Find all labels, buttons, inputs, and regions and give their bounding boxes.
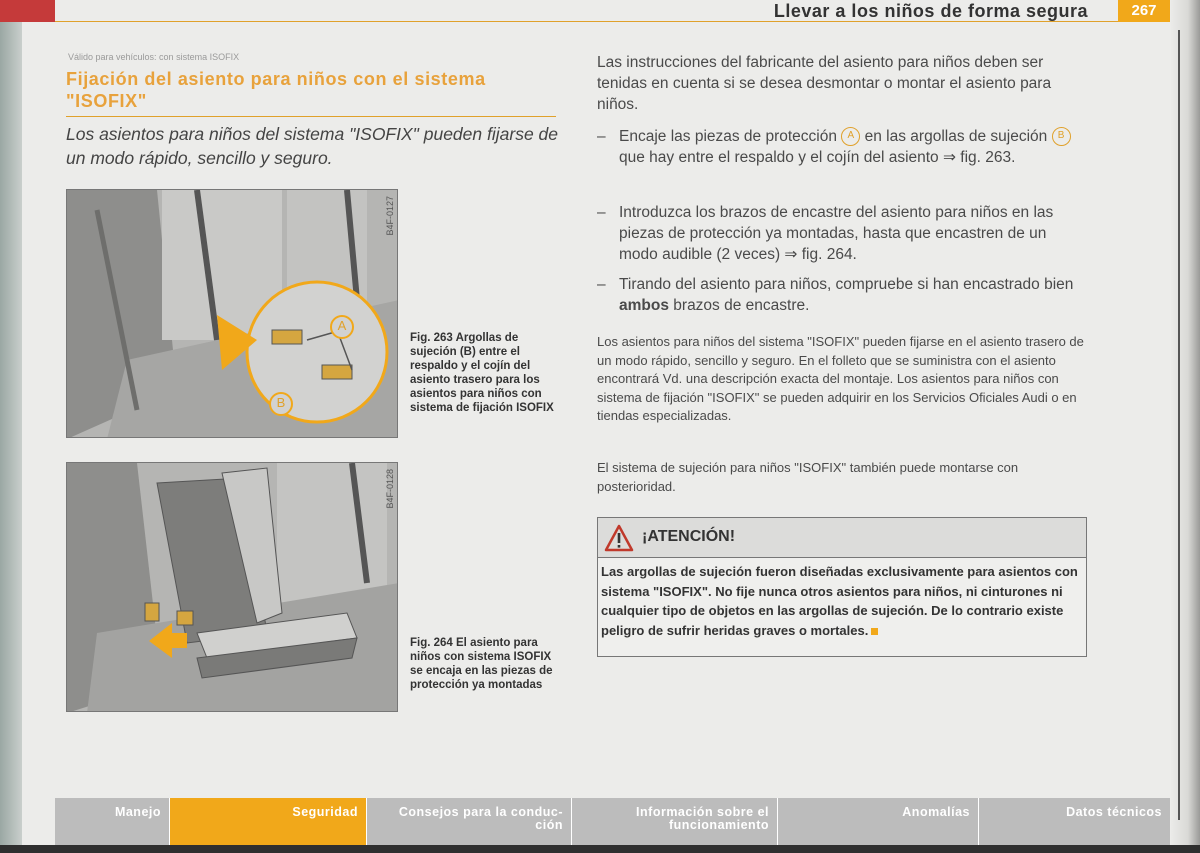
page-edge-marker — [0, 0, 55, 22]
figure-263-illustration — [67, 190, 398, 438]
nav-tab-label: Datos técnicos — [1066, 805, 1162, 819]
step-2-text: Introduzca los brazos de encastre del asiento para niños en las piezas de protección ya montadas, hasta que encastren de un modo audible (2 veces) ⇒ fig. 264. — [619, 204, 1054, 263]
nav-tab-label: Anomalías — [902, 805, 970, 819]
label-b-circle: B — [1052, 127, 1071, 146]
nav-tab-datos-tecnicos[interactable] — [979, 798, 1170, 845]
nav-tab-anomalias[interactable] — [778, 798, 979, 845]
warning-title: ¡ATENCIÓN! — [642, 528, 736, 545]
paragraph-retrofit: El sistema de sujeción para niños "ISOFIX" también puede montarse con posterioridad. — [597, 460, 1019, 494]
nav-tab-manejo[interactable] — [55, 798, 170, 845]
nav-tab-label: Manejo — [114, 805, 161, 819]
label-a-circle: A — [841, 127, 860, 146]
warning-text: Las argollas de sujeción fueron diseñadas exclusivamente para asientos con sistema "ISOFIX". No fije nunca otros asientos para niños, ni cinturones ni cualquier tipo de objetos en las argollas de sujeción. De lo contrario existe peligro de sufrir heridas graves o mortales. — [601, 564, 1078, 638]
figure-264-code: B4F-0128 — [385, 469, 395, 509]
step-1 — [597, 126, 1087, 168]
section-intro: Los asientos para niños del sistema "ISOFIX" pueden fijarse de un modo rápido, sencillo y seguro. — [66, 124, 558, 168]
chapter-nav — [55, 798, 1170, 845]
warning-triangle-icon — [604, 524, 634, 552]
warning-body — [598, 558, 1086, 640]
page-header-title: Llevar a los niños de forma segura — [773, 1, 1088, 21]
validity-note: Válido para vehículos: con sistema ISOFIX — [68, 52, 240, 62]
figure-263-caption: Fig. 263 Argollas de sujeción (B) entre el respaldo y el cojín del asiento trasero para los asientos para niños con sistema de fijación ISOFIX — [410, 332, 554, 414]
figure-263-label-a: A — [337, 318, 347, 333]
paragraph-instructions: Las instrucciones del fabricante del asiento para niños deben ser tenidas en cuenta si se desea desmontar o montar el asiento para niños. — [597, 54, 1052, 113]
step-1-dash: – — [597, 128, 606, 145]
nav-tab-label: Seguridad — [292, 805, 358, 819]
figure-264-illustration — [67, 463, 398, 712]
figure-263 — [66, 189, 398, 438]
paragraph-isofix-info: Los asientos para niños del sistema "ISOFIX" pueden fijarse en el asiento trasero de un modo rápido, sencillo y seguro. En el folleto que se suministra con el asiento encontrará Vd. una descripción exacta del montaje. Los asientos para niños con sistema de fijación "ISOFIX" se pueden adquirir en los Servicios Oficiales Audi o en tiendas especializadas. — [597, 334, 1084, 423]
page-number: 267 — [1118, 0, 1170, 22]
step-2-dash: – — [597, 204, 606, 221]
warning-box — [597, 517, 1087, 657]
step-1-text-2: en las argollas de sujeción — [864, 128, 1048, 145]
figure-264-caption: Fig. 264 El asiento para niños con sistema ISOFIX se encaja en las piezas de protección ya montadas — [410, 637, 553, 691]
section-title: Fijación del asiento para niños con el sistema "ISOFIX" — [66, 69, 486, 111]
step-3-text-1: Tirando del asiento para niños, compruebe si han encastrado bien — [619, 276, 1074, 293]
figure-263-code: B4F-0127 — [385, 196, 395, 236]
end-marker — [871, 628, 878, 635]
nav-tab-seguridad[interactable] — [170, 798, 367, 845]
warning-header — [598, 518, 1086, 558]
step-3-dash: – — [597, 276, 606, 293]
figure-264 — [66, 462, 398, 712]
nav-tab-label: Consejos para la conduc- ción — [398, 805, 563, 832]
step-1-text-1: Encaje las piezas de protección — [619, 128, 837, 145]
title-rule — [66, 116, 556, 117]
nav-tab-informacion[interactable] — [572, 798, 778, 845]
footer-edge — [0, 845, 1200, 853]
step-3-emphasis: ambos — [619, 297, 669, 314]
figure-263-label-b: B — [276, 395, 286, 410]
nav-tab-consejos[interactable] — [367, 798, 572, 845]
binding-line — [1178, 30, 1180, 820]
step-1-text-3: que hay entre el respaldo y el cojín del asiento ⇒ fig. 263. — [619, 149, 1016, 166]
step-3-text-2: brazos de encastre. — [673, 297, 810, 314]
page-edge-left — [0, 0, 22, 853]
nav-tab-label: Información sobre el funcionamiento — [636, 805, 769, 832]
step-2 — [597, 202, 1087, 265]
page-edge-right — [1170, 0, 1200, 853]
step-3 — [597, 274, 1087, 316]
